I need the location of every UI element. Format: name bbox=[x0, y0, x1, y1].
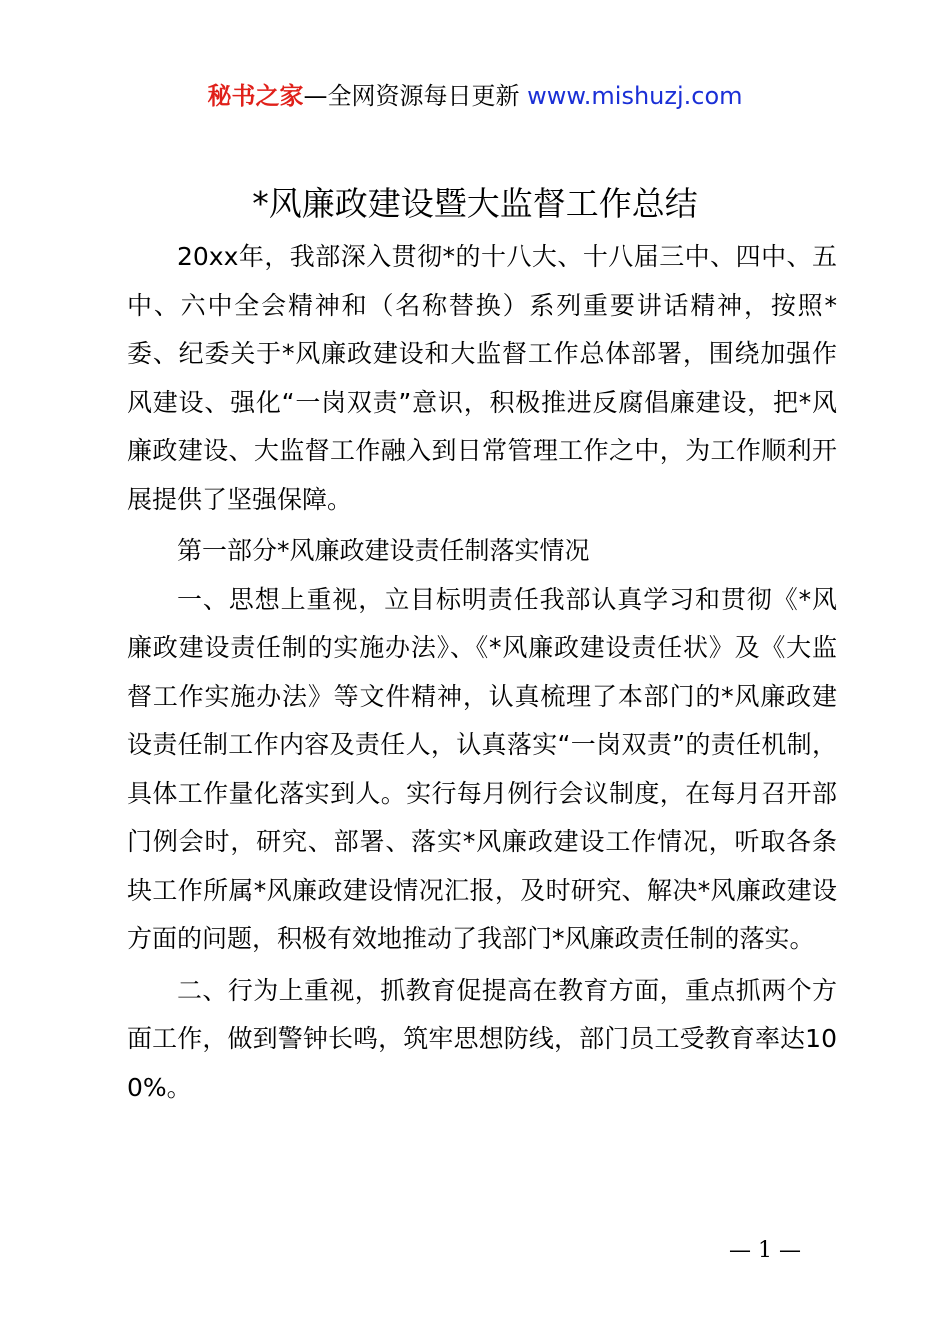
section-heading: 第一部分*风廉政建设责任制落实情况 bbox=[177, 536, 590, 565]
site-header bbox=[0, 80, 950, 112]
document-title: *风廉政建设暨大监督工作总结 bbox=[252, 184, 698, 223]
intro-paragraph: 20xx年，我部深入贯彻*的十八大、十八届三中、四中、五中、六中全会精神和（名称替换）系列重要讲话精神，按照*委、纪委关于*风廉政建设和大监督工作总体部署，围绕加强作风建设、强化“一岗双责”意识，积极推进反腐倡廉建设，把*风廉政建设、大监督工作融入到日常管理工作之中，为工作顺利开展提供了坚强保障。 bbox=[127, 242, 837, 514]
header-slogan: —全网资源每日更新 bbox=[303, 82, 520, 110]
section-one-paragraph: 一、思想上重视，立目标明责任我部认真学习和贯彻《*风廉政建设责任制的实施办法》、《*风廉政建设责任状》及《大监督工作实施办法》等文件精神，认真梳理了本部门的*风廉政建设责任制工作内容及责任人，认真落实“一岗双责”的责任机制，具体工作量化落实到人。实行每月例行会议制度，在每月召开部门例会时，研究、部署、落实*风廉政建设工作情况，听取各条块工作所属*风廉政建设情况汇报，及时研究、解决*风廉政建设方面的问题，积极有效地推动了我部门*风廉政责任制的落实。 bbox=[127, 584, 837, 953]
brand-name: 秘书之家 bbox=[207, 82, 304, 110]
section-two-paragraph: 二、行为上重视，抓教育促提高在教育方面，重点抓两个方面工作，做到警钟长鸣，筑牢思想防线，部门员工受教育率达100%。 bbox=[127, 975, 837, 1102]
page-number: — 1 — bbox=[729, 1238, 801, 1263]
document-body bbox=[127, 233, 837, 1112]
site-url[interactable]: www.mishuzj.com bbox=[527, 82, 743, 110]
